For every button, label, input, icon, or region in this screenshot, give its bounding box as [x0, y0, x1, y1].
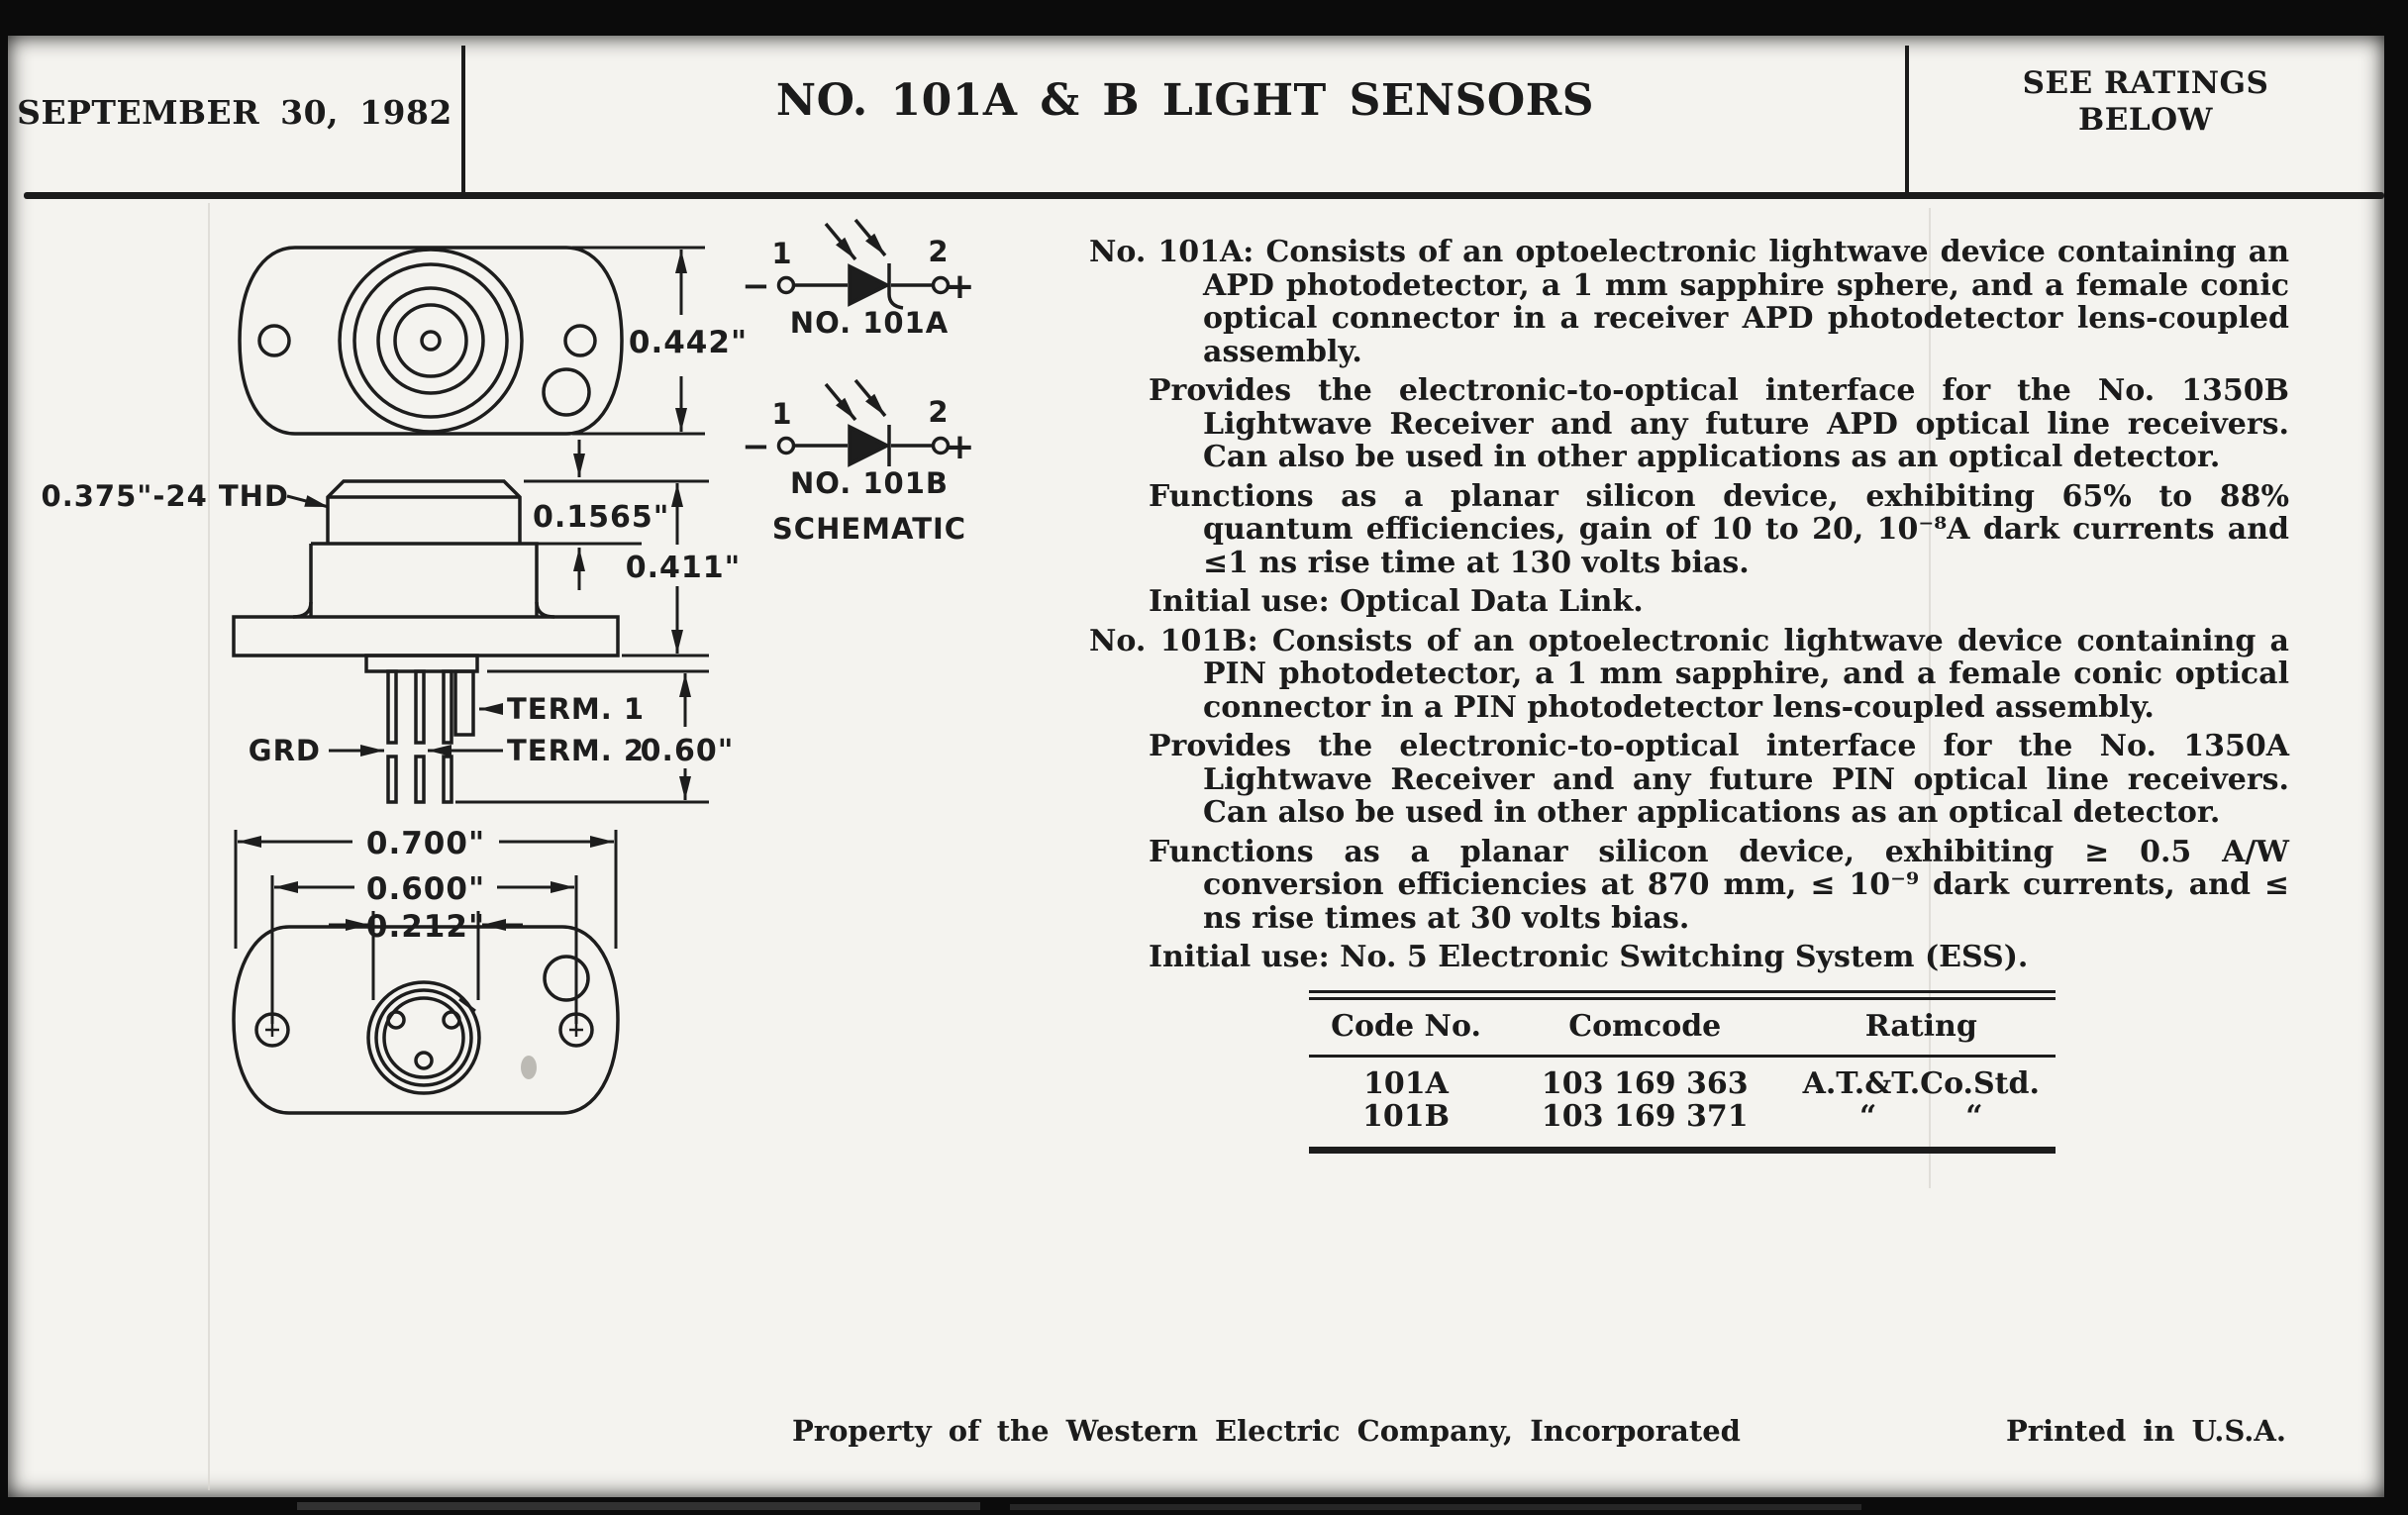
paragraph-101b-provides: Provides the electronic-to-optical interface for the No. 1350A Lightwave Receiver and any future PIN optical line receivers. Can also be used in other applications as an optical detector. [1149, 729, 2289, 830]
body-outline [311, 544, 537, 617]
mount-hole-right [565, 326, 595, 355]
index-hole [544, 369, 589, 415]
cell-rating: A.T.&T.Co.Std. [1802, 1066, 2040, 1101]
flange-fillets [293, 602, 554, 617]
grd-label: GRD [248, 734, 321, 767]
top-view-drawing [240, 248, 748, 434]
dim-label-leads: 0.60" [640, 734, 735, 768]
column-header-code: Code No. [1331, 1009, 1481, 1044]
screw-cross [265, 1023, 279, 1037]
light-ray-arrow [855, 220, 885, 255]
connector-pin [388, 1012, 404, 1028]
terminal-1-label: 1 [771, 397, 793, 431]
schematic-101b-label: NO. 101B [789, 466, 950, 500]
connector-center-hole [422, 332, 440, 350]
terminal-2-label: 2 [928, 395, 950, 429]
paragraph-101b-functions: Functions as a planar silicon device, exhibiting ≥ 0.5 A/W conversion efficiencies at 870 mm, ≤ 10⁻⁹ dark currents, and ≤ ns rise times at 30 volts bias. [1149, 834, 2289, 936]
lead-pin-lower [416, 757, 424, 802]
schematic-101b [742, 380, 975, 500]
mount-hole-left [259, 326, 289, 355]
polarity-minus-label: − [742, 266, 771, 306]
photodiode-anode-triangle [850, 266, 887, 304]
printed-notice: Printed in U.S.A. [2006, 1414, 2286, 1448]
document-date: SEPTEMBER 30, 1982 [17, 93, 452, 132]
ratings-table [1309, 990, 2056, 1154]
cell-code: 101B [1362, 1099, 1450, 1134]
threaded-cap-outline [328, 481, 520, 544]
base-collar [366, 656, 477, 671]
lead-pin [444, 671, 452, 743]
ratings-note-line2: BELOW [2078, 102, 2213, 138]
dim-label-connector: 0.212" [365, 909, 486, 945]
table-row [1309, 1067, 2056, 1100]
dim-label-outer: 0.700" [365, 826, 486, 861]
cell-rating: “ “ [1859, 1099, 1983, 1134]
dim-label-screws: 0.600" [365, 871, 486, 907]
connector-pin [416, 1053, 432, 1068]
term1-label: TERM. 1 [507, 692, 646, 726]
lead-pin [416, 671, 424, 743]
term2-label: TERM. 2 [507, 734, 646, 767]
description-column [1089, 236, 2289, 980]
column-header-comcode: Comcode [1568, 1009, 1722, 1044]
cell-comcode: 103 169 371 [1541, 1099, 1749, 1134]
engineering-drawing [40, 208, 1069, 1376]
photodiode-anode-triangle [850, 427, 887, 464]
light-ray-arrow [855, 380, 885, 416]
terminal-1-label: 1 [771, 237, 793, 270]
lead-pin-lower [388, 757, 396, 802]
dim-label-body: 0.411" [625, 551, 742, 585]
flange-outline [234, 617, 618, 656]
terminal-1-node [779, 278, 794, 293]
lead-pin-lower [444, 757, 452, 802]
paragraph-101a-description: No. 101A: Consists of an optoelectronic lightwave device containing an APD photodetector, a 1 mm sapphire sphere, and a female conic optical connector in a receiver APD photodetector lens-coupled assembly. [1089, 235, 2289, 369]
connector-ring [376, 990, 471, 1085]
thread-spec-label: 0.375"-24 THD [41, 479, 289, 513]
page-title: NO. 101A & B LIGHT SENSORS [775, 75, 1595, 126]
leader-arrow [287, 496, 329, 507]
cell-comcode: 103 169 363 [1541, 1066, 1749, 1101]
polarity-minus-label: − [742, 427, 771, 466]
dim-label-cap: 0.1565" [533, 500, 670, 535]
dim-label-height: 0.442" [628, 325, 749, 360]
column-header-rating: Rating [1864, 1009, 1977, 1044]
lead-pin [388, 671, 396, 743]
connector-ring-inner [384, 998, 463, 1077]
screw-cross [569, 1023, 583, 1037]
ratings-table-body [1309, 1058, 2056, 1147]
ratings-table-header [1309, 1000, 2056, 1058]
header-rule [24, 192, 2384, 199]
polarity-plus-label: + [945, 266, 976, 307]
ratings-note [1909, 65, 2382, 139]
schematic-101a [742, 220, 975, 340]
ratings-note-line1: SEE RATINGS [2022, 65, 2269, 101]
paragraph-101a-initial-use: Initial use: Optical Data Link. [1149, 584, 1644, 619]
light-ray-arrow [826, 224, 855, 259]
paragraph-101b-description: No. 101B: Consists of an optoelectronic lightwave device containing a PIN photodetector, a 1 mm sapphire, and a female conic optical connector in a PIN photodetector lens-coupled assembly. [1089, 623, 2289, 725]
cell-code: 101A [1363, 1066, 1449, 1101]
paragraph-101b-initial-use: Initial use: No. 5 Electronic Switching System (ESS). [1149, 940, 2029, 974]
short-terminal-pin [455, 671, 473, 735]
bottom-view-drawing [234, 826, 618, 1113]
connector-ring-inner [395, 305, 466, 376]
table-row [1309, 1100, 2056, 1133]
paragraph-101a-provides: Provides the electronic-to-optical interface for the No. 1350B Lightwave Receiver and any future APD optical line receivers. Can also be used in other applications as an optical detector. [1149, 373, 2289, 474]
property-notice: Property of the Western Electric Company, Incorporated [792, 1414, 1741, 1448]
paragraph-101a-functions: Functions as a planar silicon device, exhibiting 65% to 88% quantum efficiencies, gain of 10 to 20, 10⁻⁸A dark currents and ≤1 ns rise time at 130 volts bias. [1149, 478, 2289, 580]
index-hole [545, 957, 588, 1000]
scan-smudge [521, 1056, 537, 1079]
terminal-1-node [779, 439, 794, 454]
polarity-plus-label: + [945, 427, 976, 467]
schematic-101a-label: NO. 101A [789, 306, 950, 340]
scan-artifact-smudge [297, 1502, 980, 1510]
connector-ring-outer [340, 250, 522, 432]
light-ray-arrow [826, 384, 855, 420]
schematic-caption: SCHEMATIC [771, 512, 967, 546]
side-view-drawing [42, 440, 742, 802]
connector-pin [444, 1012, 459, 1028]
terminal-2-label: 2 [928, 235, 950, 268]
scan-artifact-smudge [1010, 1504, 1861, 1510]
